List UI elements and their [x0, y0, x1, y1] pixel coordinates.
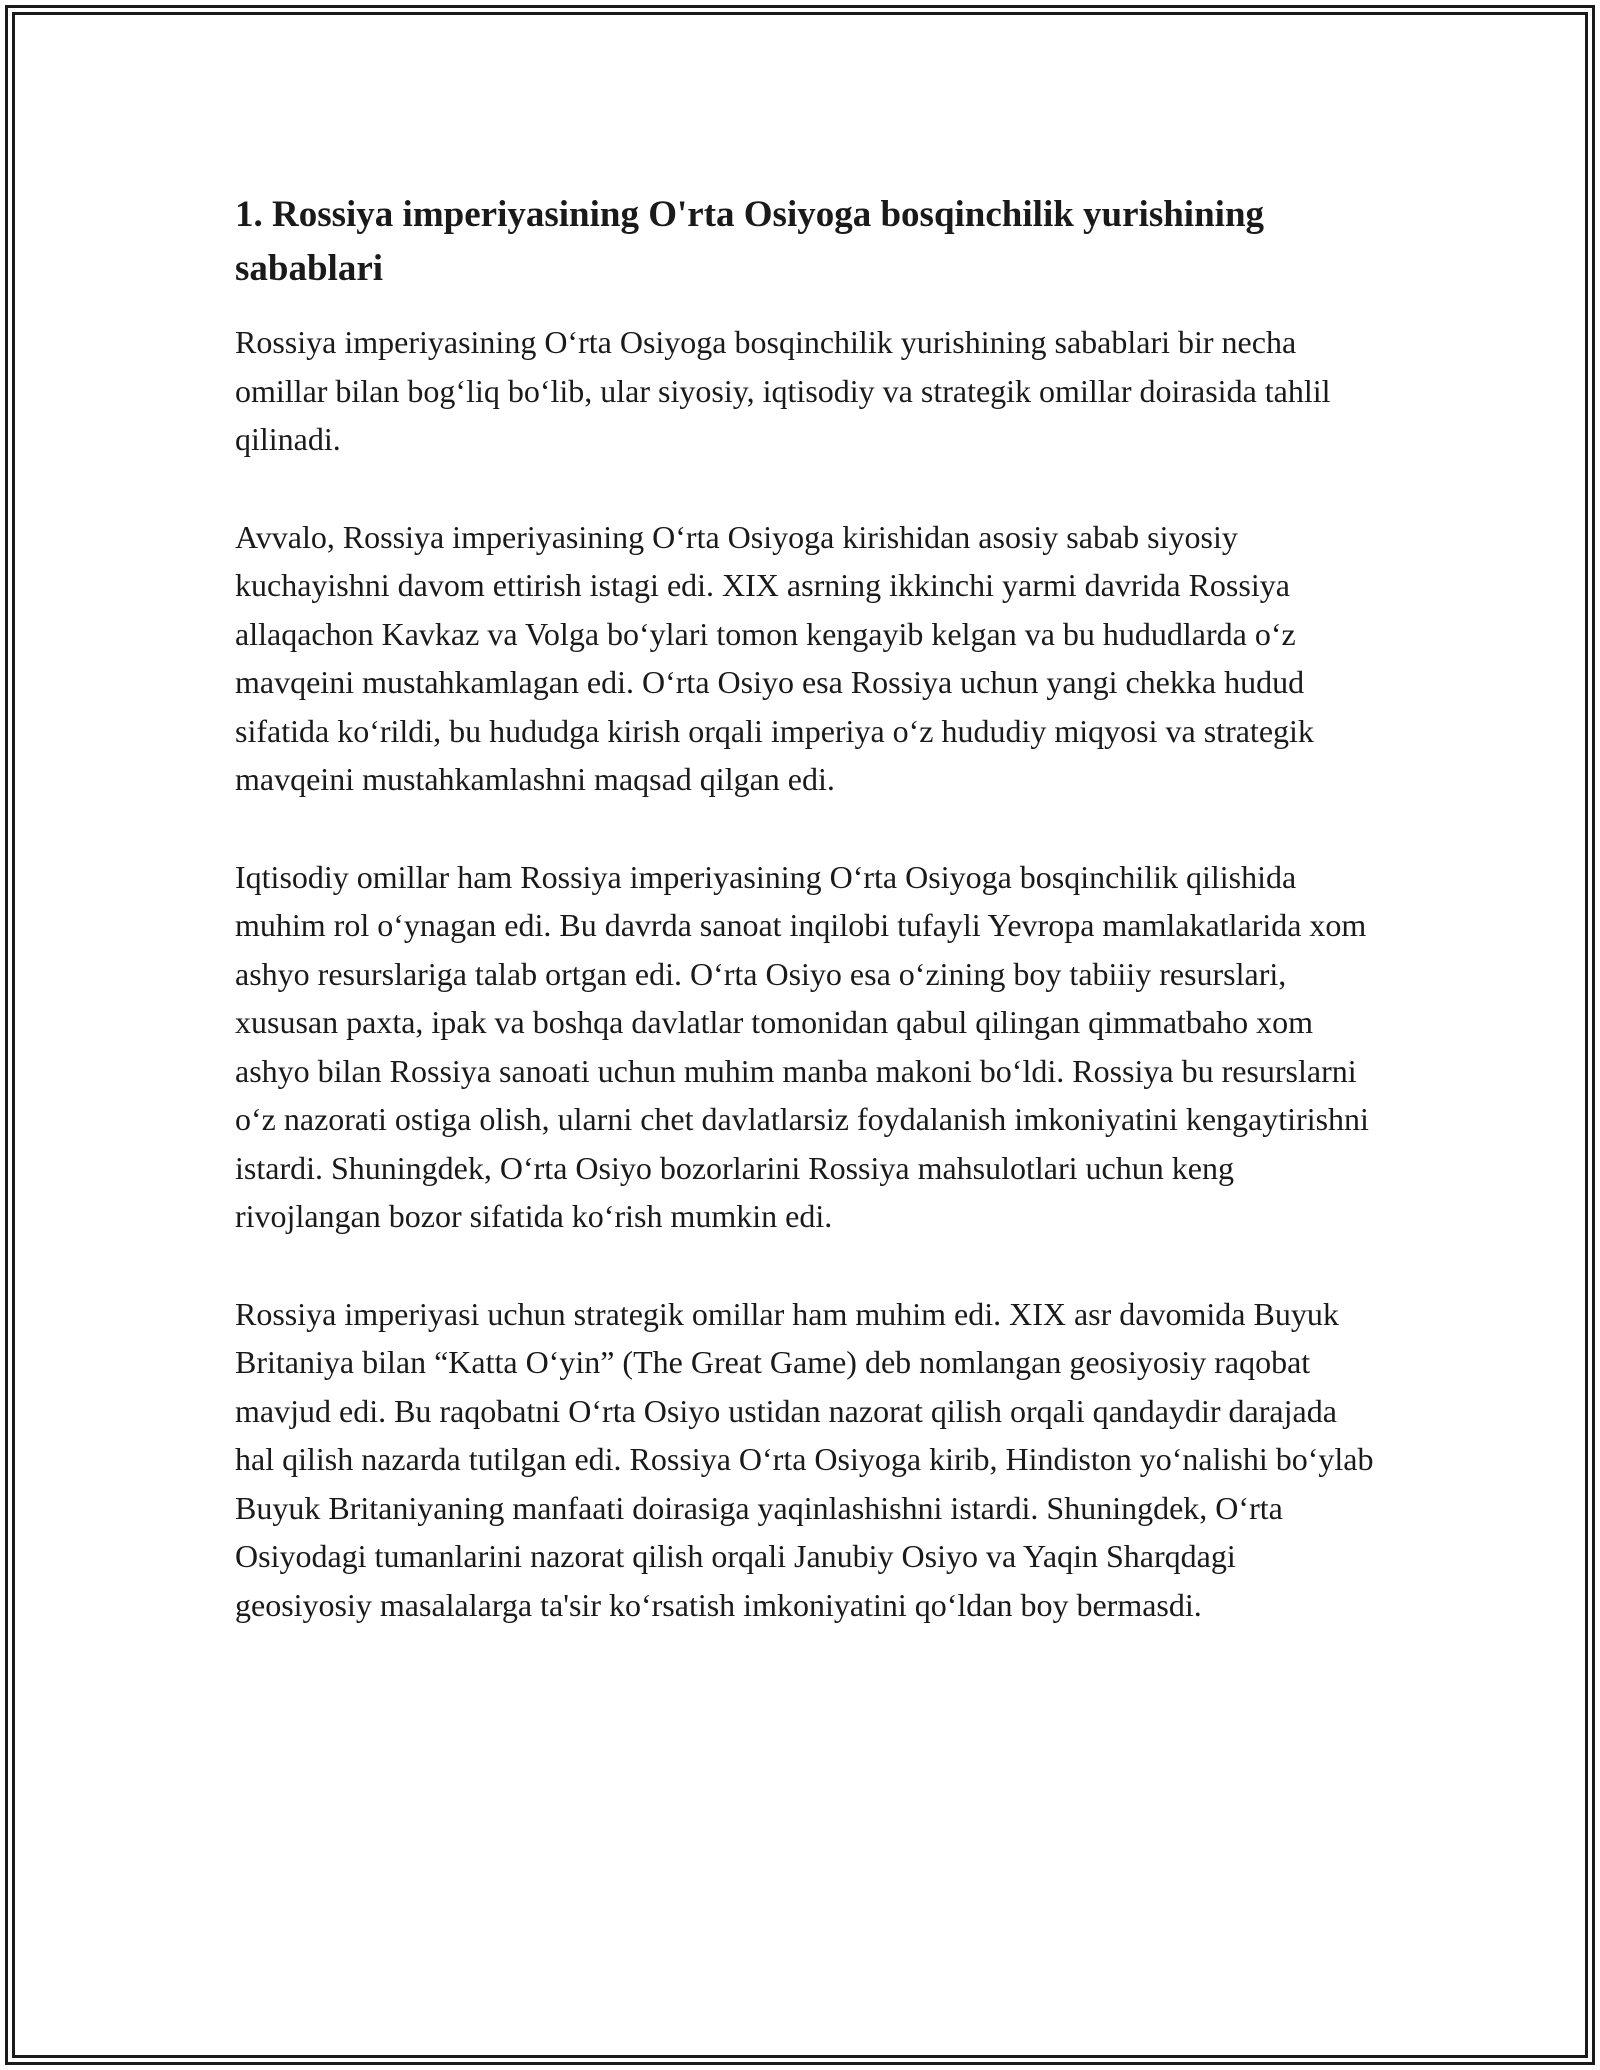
document-body: [235, 188, 1375, 1678]
paragraph-strategic: Rossiya imperiyasi uchun strategik omillar ham muhim edi. XIX asr davomida Buyuk Britaniya bilan “Katta O‘yin” (The Great Game) deb nomlangan geosiyosiy raqobat mavjud edi. Bu raqobatni O‘rta Osiyo ustidan nazorat qilish orqali qandaydir darajada hal qilish nazarda tutilgan edi. Rossiya O‘rta Osiyoga kirib, Hindiston yo‘nalishi bo‘ylab Buyuk Britaniyaning manfaati doirasiga yaqinlashishni istardi. Shuningdek, O‘rta Osiyodagi tumanlarini nazorat qilish orqali Janubiy Osiyo va Yaqin Sharqdagi geosiyosiy masalalarga ta'sir ko‘rsatish imkoniyatini qo‘ldan boy bermasdi.: [235, 1295, 1374, 1623]
document-title: 1. Rossiya imperiyasining O'rta Osiyoga bosqinchilik yurishining sabablari: [235, 194, 1265, 289]
paragraph-political: Avvalo, Rossiya imperiyasining O‘rta Osiyoga kirishidan asosiy sabab siyosiy kuchayishni davom ettirish istagi edi. XIX asrning ikkinchi yarmi davrida Rossiya allaqachon Kavkaz va Volga bo‘ylari tomon kengayib kelgan va bu hududlarda o‘z mavqeini mustahkamlagan edi. O‘rta Osiyo esa Rossiya uchun yangi chekka hudud sifatida ko‘rildi, bu hududga kirish orqali imperiya o‘z hududiy miqyosi va strategik mavqeini mustahkamlashni maqsad qilgan edi.: [235, 518, 1314, 797]
paragraph-intro: Rossiya imperiyasining O‘rta Osiyoga bosqinchilik yurishining sabablari bir necha omillar bilan bog‘liq bo‘lib, ular siyosiy, iqtisodiy va strategik omillar doirasida tahlil qilinadi.: [235, 324, 1331, 457]
paragraph-economic: Iqtisodiy omillar ham Rossiya imperiyasining O‘rta Osiyoga bosqinchilik qilishida muhim rol o‘ynagan edi. Bu davrda sanoat inqilobi tufayli Yevropa mamlakatlarida xom ashyo resurslariga talab ortgan edi. O‘rta Osiyo esa o‘zining boy tabiiiy resurslari, xususan paxta, ipak va boshqa davlatlar tomonidan qabul qilingan qimmatbaho xom ashyo bilan Rossiya sanoati uchun muhim manba makoni bo‘ldi. Rossiya bu resurslarni o‘z nazorati ostiga olish, ularni chet davlatlarsiz foydalanish imkoniyatini kengaytirishni istardi. Shuningdek, O‘rta Osiyo bozorlarini Rossiya mahsulotlari uchun keng rivojlangan bozor sifatida ko‘rish mumkin edi.: [235, 858, 1369, 1234]
